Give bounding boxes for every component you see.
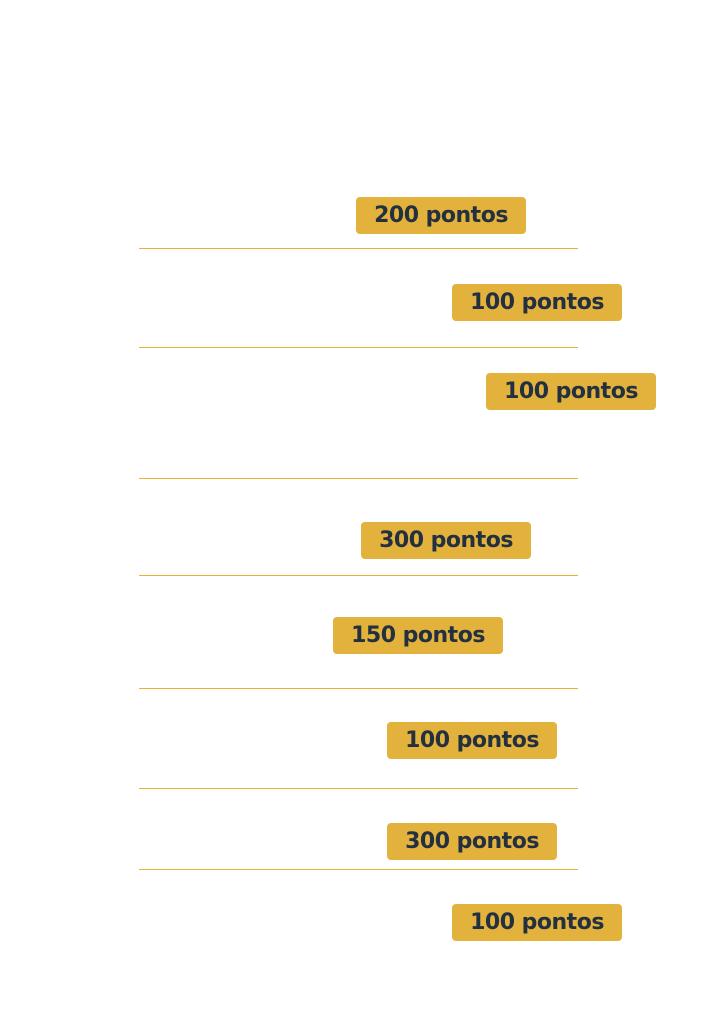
points-badge-6: 100 pontos xyxy=(387,722,557,759)
section-divider xyxy=(139,347,578,348)
points-badge-7: 300 pontos xyxy=(387,823,557,860)
section-divider xyxy=(139,788,578,789)
points-badge-3: 100 pontos xyxy=(486,373,656,410)
points-badge-2: 100 pontos xyxy=(452,284,622,321)
section-divider xyxy=(139,248,578,249)
section-divider xyxy=(139,575,578,576)
points-badge-5: 150 pontos xyxy=(333,617,503,654)
section-divider xyxy=(139,688,578,689)
points-badge-1: 200 pontos xyxy=(356,197,526,234)
points-badge-4: 300 pontos xyxy=(361,522,531,559)
section-divider xyxy=(139,478,578,479)
section-divider xyxy=(139,869,578,870)
points-badge-8: 100 pontos xyxy=(452,904,622,941)
